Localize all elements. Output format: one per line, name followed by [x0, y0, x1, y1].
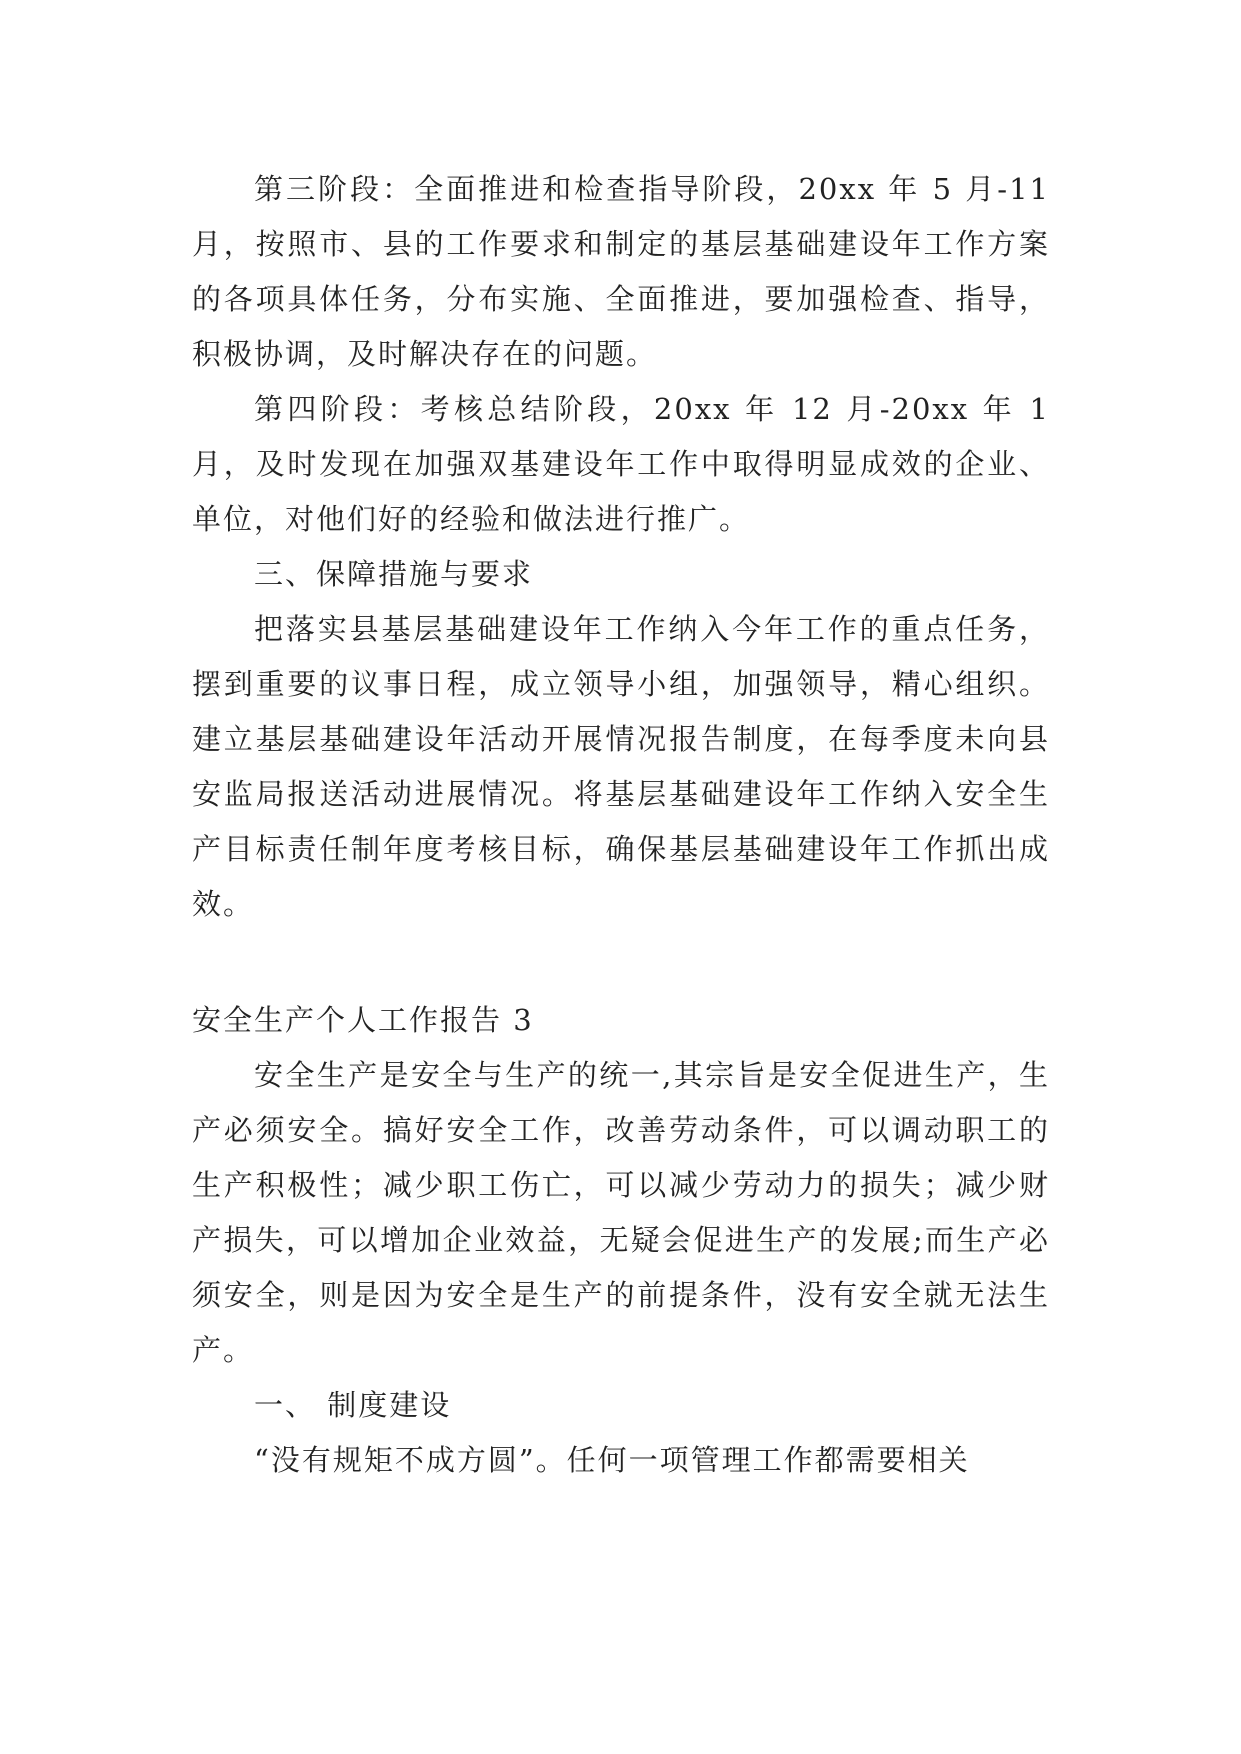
- section-heading-system-building: 一、 制度建设: [254, 1388, 452, 1422]
- section-heading-safeguards: 三、保障措施与要求: [254, 557, 534, 591]
- paragraph-system-building: “没有规矩不成方圆”。任何一项管理工作都需要相关: [254, 1443, 970, 1477]
- paragraph-stage-three: 第三阶段：全面推进和检查指导阶段，20xx 年 5 月-11 月，按照市、县的工作要求和制定的基层基础建设年工作方案的各项具体任务，分布实施、全面推进，要加强检查、指导，积极协调，及时解决存在的问题。: [192, 172, 1050, 371]
- document-body: [192, 162, 1050, 1488]
- report-title: 安全生产个人工作报告 3: [192, 1003, 534, 1037]
- paragraph-report-intro: 安全生产是安全与生产的统一,其宗旨是安全促进生产，生产必须安全。搞好安全工作，改善劳动条件，可以调动职工的生产积极性；减少职工伤亡，可以减少劳动力的损失；减少财产损失，可以增加企业效益，无疑会促进生产的发展;而生产必须安全，则是因为安全是生产的前提条件，没有安全就无法生产。: [192, 1058, 1050, 1367]
- paragraph-safeguards: 把落实县基层基础建设年工作纳入今年工作的重点任务，摆到重要的议事日程，成立领导小组，加强领导，精心组织。建立基层基础建设年活动开展情况报告制度，在每季度未向县安监局报送活动进展情况。将基层基础建设年工作纳入安全生产目标责任制年度考核目标，确保基层基础建设年工作抓出成效。: [192, 612, 1050, 921]
- paragraph-stage-four: 第四阶段：考核总结阶段，20xx 年 12 月-20xx 年 1 月，及时发现在加强双基建设年工作中取得明显成效的企业、单位，对他们好的经验和做法进行推广。: [192, 392, 1050, 536]
